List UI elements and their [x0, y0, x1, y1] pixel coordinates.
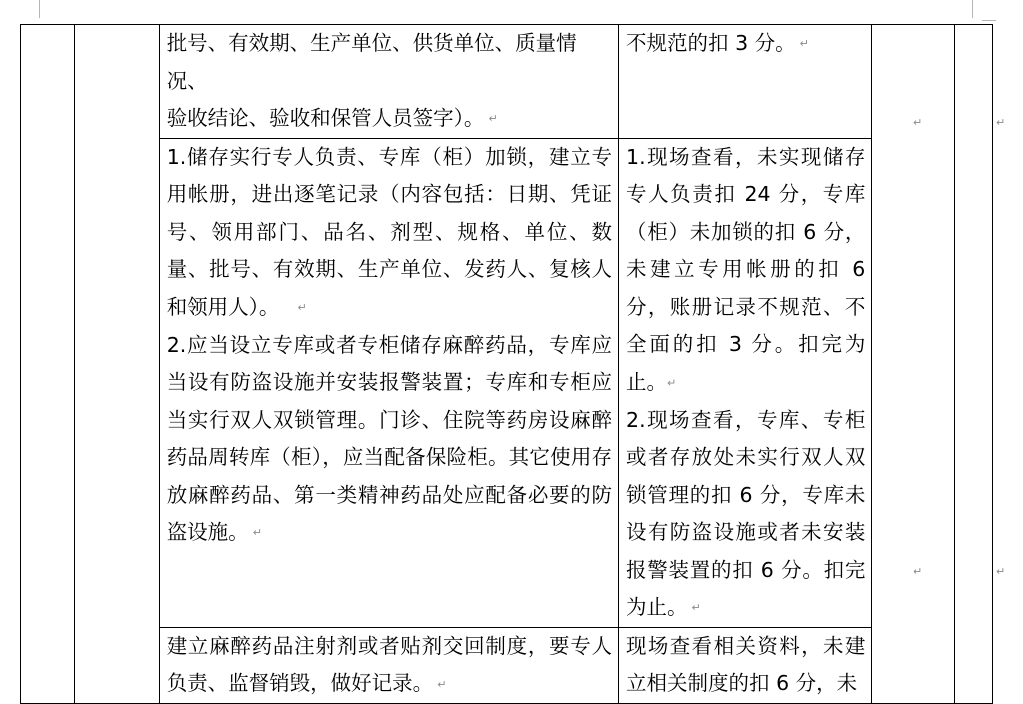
margin-corner-mark	[39, 0, 40, 18]
scoring-paragraph-1: 1.现场查看，未实现储存专人负责扣 24 分，专库（柜）未加锁的扣 6 分，未建立专用帐册的扣 6 分，账册记录不规范、不全面的扣 3 分。扣完为止。	[626, 144, 866, 394]
standard-cell[interactable]	[159, 25, 618, 139]
table-row	[21, 25, 993, 139]
standards-table	[20, 24, 993, 704]
table-row	[21, 138, 993, 627]
scoring-cell[interactable]	[619, 138, 872, 627]
standard-text: 建立麻醉药品注射剂或者贴剂交回制度，要专人负责、监督销毁，做好记录。	[166, 633, 613, 696]
paragraph-mark-icon: ↵	[691, 601, 701, 615]
cell-end-mark-icon: ↵	[913, 116, 923, 129]
standard-text-line: 验收结论、验收和保管人员签字）。	[166, 106, 485, 130]
margin-corner-mark	[982, 20, 996, 21]
standard-cell[interactable]	[159, 627, 618, 703]
merged-item-cell[interactable]	[75, 25, 159, 704]
standard-cell[interactable]	[159, 138, 618, 627]
row-end-mark-icon: ↵	[996, 116, 1006, 129]
paragraph-mark-icon: ↵	[437, 677, 447, 691]
scoring-cell[interactable]	[619, 25, 872, 139]
paragraph-mark-icon: ↵	[252, 526, 262, 540]
standard-text-line: 批号、有效期、生产单位、供货单位、质量情况、	[166, 31, 577, 93]
scoring-paragraph-2: 2.现场查看，专库、专柜或者存放处未实行双人双锁管理的扣 6 分，专库未设有防盗设施或者未安装报警装置的扣 6 分。扣完为止。	[626, 407, 866, 619]
standard-paragraph-1: 1.储存实行专人负责、专库（柜）加锁，建立专用帐册，进出逐笔记录（内容包括：日期、凭证号、领用部门、品名、剂型、规格、单位、数量、批号、有效期、生产单位、发药人、复核人和领用人）。	[166, 144, 613, 319]
paragraph-mark-icon: ↵	[799, 37, 809, 51]
scoring-cell[interactable]	[619, 627, 872, 703]
merged-category-cell[interactable]	[21, 25, 75, 704]
margin-corner-mark	[972, 0, 973, 18]
scoring-text: 现场查看相关资料，未建立相关制度的扣 6 分，未	[626, 633, 866, 696]
paragraph-mark-icon: ↵	[297, 301, 307, 314]
paragraph-mark-icon: ↵	[667, 376, 677, 389]
standard-paragraph-2: 2.应当设立专库或者专柜储存麻醉药品，专库应当设有防盗设施并安装报警装置；专库和专柜应当实行双人双锁管理。门诊、住院等药房设麻醉药品周转库（柜），应当配备保险柜。其它使用存放麻醉药品、第一类精神药品处应配备必要的防盗设施。	[166, 332, 613, 544]
row-end-mark-icon: ↵	[996, 565, 1006, 578]
table-row	[21, 627, 993, 703]
scoring-text: 不规范的扣 3 分。	[626, 31, 796, 55]
cell-end-mark-icon: ↵	[913, 565, 923, 578]
remarks-cell[interactable]	[954, 25, 992, 704]
paragraph-mark-icon: ↵	[488, 112, 498, 126]
